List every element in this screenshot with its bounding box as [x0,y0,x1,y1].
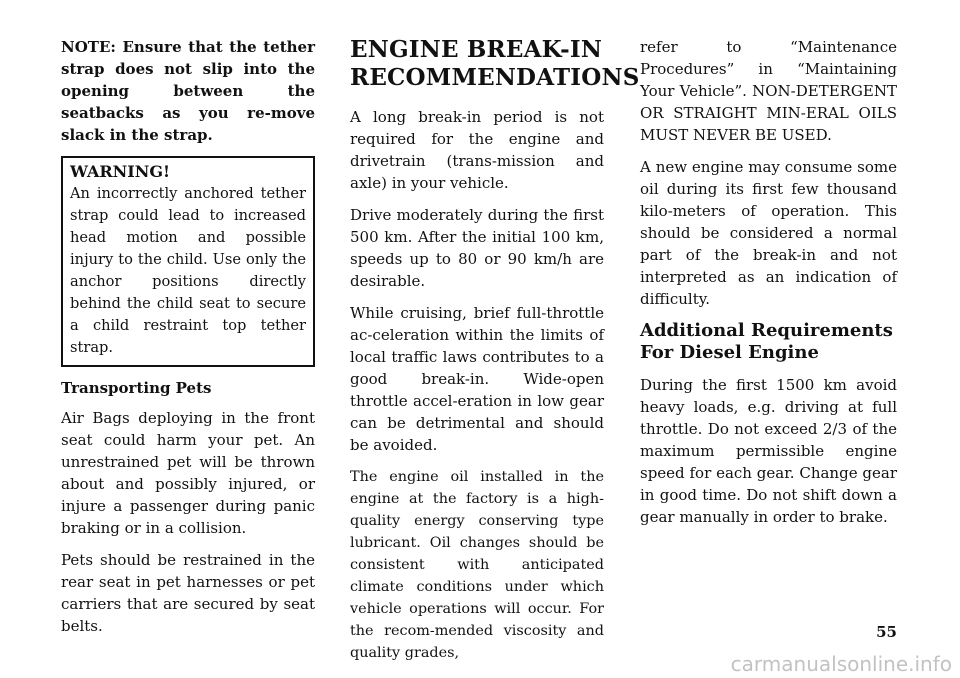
break-in-paragraph-4: The engine oil installed in the engine at the factory is a high-quality energy conserving type lubricant. Oil changes should be consistent with anticipated climate conditions under which vehicle operations will occur. For the recom-mended viscosity and quality grades, [350,469,604,661]
pets-paragraph-2: Pets should be restrained in the rear seat in pet harnesses or pet carriers that are secured by seat belts. [61,551,315,635]
warning-text: An incorrectly anchored tether strap could lead to increased head motion and possible injury to the child. Use only the anchor positions directly behind the child seat to secure a child restraint top tether strap. [70,185,306,356]
diesel-requirements-heading: Additional Requirements For Diesel Engine [640,320,893,363]
diesel-paragraph: During the first 1500 km avoid heavy loads, e.g. driving at full throttle. Do not exceed 2/3 of the maximum permissible engine speed for each gear. Change gear in good time. Do not shift down a gear manually in order to brake. [640,376,897,526]
right-column [640,36,897,538]
oil-reference-paragraph: refer to “Maintenance Procedures” in “Maintaining Your Vehicle”. NON-DETERGENT OR STRAIGHT MIN-ERAL OILS MUST NEVER BE USED. [640,38,897,144]
break-in-paragraph-2: Drive moderately during the first 500 km. After the initial 100 km, speeds up to 80 or 90 km/h are desirable. [350,206,604,290]
middle-column [350,36,640,674]
transporting-pets-heading: Transporting Pets [61,379,212,397]
break-in-paragraph-3: While cruising, brief full-throttle ac-celeration within the limits of local traffic laws contributes to a good break-in. Wide-open throttle accel-eration in low gear can be detrimental and should be avoided. [350,304,604,454]
tether-note: NOTE: Ensure that the tether strap does not slip into the opening between the seatbacks as you re-move slack in the strap. [61,38,315,144]
break-in-paragraph-1: A long break-in period is not required for the engine and drivetrain (trans-mission and axle) in your vehicle. [350,108,604,192]
page-number: 55 [876,623,897,641]
warning-title: WARNING! [70,162,171,181]
left-column [61,36,315,647]
watermark: carmanualsonline.info [730,652,952,676]
engine-break-in-heading: ENGINE BREAK-IN RECOMMENDATIONS [350,36,640,91]
oil-consumption-paragraph: A new engine may consume some oil during its first few thousand kilo-meters of operation. This should be considered a normal part of the break-in and not interpreted as an indication of difficulty. [640,158,897,308]
warning-box [61,156,315,367]
pets-paragraph-1: Air Bags deploying in the front seat could harm your pet. An unrestrained pet will be thrown about and possibly injured, or injure a passenger during panic braking or in a collision. [61,409,315,537]
